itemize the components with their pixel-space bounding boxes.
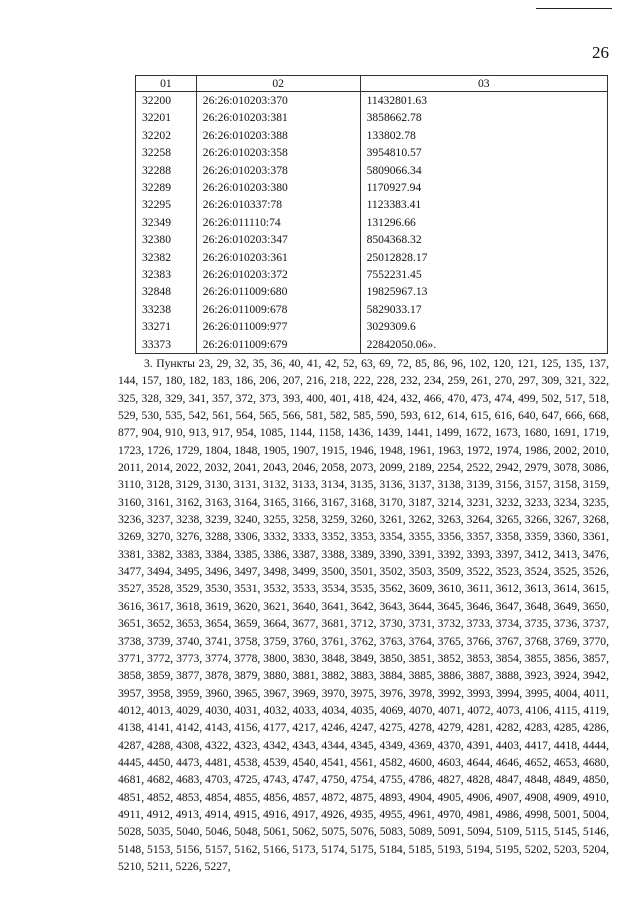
table-cell: 8504368.32 xyxy=(360,231,607,248)
table-row xyxy=(136,109,608,126)
table-row xyxy=(136,231,608,248)
table-cell: 32295 xyxy=(136,196,197,213)
table-cell: 33238 xyxy=(136,301,197,318)
top-rule xyxy=(536,8,612,9)
table-cell: 19825967.13 xyxy=(360,283,607,300)
column-header: 03 xyxy=(360,76,607,92)
table-cell: 32202 xyxy=(136,127,197,144)
table-cell: 25012828.17 xyxy=(360,249,607,266)
table-cell: 32258 xyxy=(136,144,197,161)
table-cell: 1170927.94 xyxy=(360,179,607,196)
page-number: 26 xyxy=(592,43,609,62)
table-cell: 32380 xyxy=(136,231,197,248)
table-cell: 26:26:010203:347 xyxy=(196,231,360,248)
table-cell: 26:26:011009:679 xyxy=(196,336,360,354)
table-header-row xyxy=(136,76,608,92)
table-row xyxy=(136,336,608,354)
table-row xyxy=(136,144,608,161)
data-table xyxy=(135,75,608,354)
table-cell: 32848 xyxy=(136,283,197,300)
table-row xyxy=(136,266,608,283)
table-cell: 32382 xyxy=(136,249,197,266)
table-row xyxy=(136,127,608,144)
table-cell: 11432801.63 xyxy=(360,92,607,110)
table-row xyxy=(136,162,608,179)
table-cell: 32289 xyxy=(136,179,197,196)
table-cell: 32349 xyxy=(136,214,197,231)
table-cell: 26:26:011009:977 xyxy=(196,318,360,335)
table-cell: 26:26:011009:678 xyxy=(196,301,360,318)
table-cell: 26:26:010203:388 xyxy=(196,127,360,144)
table-cell: 26:26:010203:358 xyxy=(196,144,360,161)
table-row xyxy=(136,179,608,196)
table-row xyxy=(136,214,608,231)
table-cell: 3029309.6 xyxy=(360,318,607,335)
table-cell: 26:26:010203:372 xyxy=(196,266,360,283)
table-cell: 5809066.34 xyxy=(360,162,607,179)
table-cell: 26:26:010203:370 xyxy=(196,92,360,110)
table-cell: 33373 xyxy=(136,336,197,354)
table-cell: 5829033.17 xyxy=(360,301,607,318)
table-cell: 26:26:010203:361 xyxy=(196,249,360,266)
body-paragraph: 3. Пункты 23, 29, 32, 35, 36, 40, 41, 42, 52, 63, 69, 72, 85, 86, 96, 102, 120, 121, 125, 135, 137, 144, 157, 180, 182, 183, 186, 206, 207, 216, 218, 222, 228, 232, 234, 259, 261, 270, 297, 309, 321, 322, 325, 328, 329, 341, 357, 372, 373, 393, 400, 401, 418, 424, 432, 466, 470, 473, 474, 499, 502, 517, 518, 529, 530, 535, 542, 561, 564, 565, 566, 581, 582, 585, 590, 593, 612, 614, 615, 616, 640, 647, 666, 668, 877, 904, 910, 913, 917, 954, 1085, 1144, 1158, 1436, 1439, 1441, 1499, 1672, 1673, 1680, 1691, 1719, 1723, 1726, 1729, 1804, 1848, 1905, 1907, 1915, 1946, 1948, 1961, 1963, 1972, 1974, 1986, 2002, 2010, 2011, 2014, 2022, 2032, 2041, 2043, 2046, 2058, 2073, 2099, 2189, 2254, 2522, 2942, 2979, 3078, 3086, 3110, 3128, 3129, 3130, 3131, 3132, 3133, 3134, 3135, 3136, 3137, 3138, 3139, 3156, 3157, 3158, 3159, 3160, 3161, 3162, 3163, 3164, 3165, 3166, 3167, 3168, 3170, 3187, 3214, 3231, 3232, 3233, 3234, 3235, 3236, 3237, 3238, 3239, 3240, 3255, 3258, 3259, 3260, 3261, 3262, 3263, 3264, 3265, 3266, 3267, 3268, 3269, 3270, 3276, 3288, 3306, 3332, 3333, 3352, 3353, 3354, 3355, 3356, 3357, 3358, 3359, 3360, 3361, 3381, 3382, 3383, 3384, 3385, 3386, 3387, 3388, 3389, 3390, 3391, 3392, 3393, 3397, 3412, 3413, 3476, 3477, 3494, 3495, 3496, 3497, 3498, 3499, 3500, 3501, 3502, 3503, 3509, 3522, 3523, 3524, 3525, 3526, 3527, 3528, 3529, 3530, 3531, 3532, 3533, 3534, 3535, 3562, 3609, 3610, 3611, 3612, 3613, 3614, 3615, 3616, 3617, 3618, 3619, 3620, 3621, 3640, 3641, 3642, 3643, 3644, 3645, 3646, 3647, 3648, 3649, 3650, 3651, 3652, 3653, 3654, 3659, 3664, 3677, 3681, 3712, 3730, 3731, 3732, 3733, 3734, 3735, 3736, 3737, 3738, 3739, 3740, 3741, 3758, 3759, 3760, 3761, 3762, 3763, 3764, 3765, 3766, 3767, 3768, 3769, 3770, 3771, 3772, 3773, 3774, 3778, 3800, 3830, 3848, 3849, 3850, 3851, 3852, 3853, 3854, 3855, 3856, 3857, 3858, 3859, 3877, 3878, 3879, 3880, 3881, 3882, 3883, 3884, 3885, 3886, 3887, 3888, 3923, 3924, 3942, 3957, 3958, 3959, 3960, 3965, 3967, 3969, 3970, 3975, 3976, 3978, 3992, 3993, 3994, 3995, 4004, 4011, 4012, 4013, 4029, 4030, 4031, 4032, 4033, 4034, 4035, 4069, 4070, 4071, 4072, 4073, 4106, 4115, 4119, 4138, 4141, 4142, 4143, 4156, 4177, 4217, 4246, 4247, 4275, 4278, 4279, 4281, 4282, 4283, 4285, 4286, 4287, 4288, 4308, 4322, 4323, 4342, 4343, 4344, 4345, 4349, 4369, 4370, 4391, 4403, 4417, 4418, 4444, 4445, 4450, 4473, 4481, 4538, 4539, 4540, 4541, 4561, 4582, 4600, 4603, 4644, 4646, 4652, 4653, 4680, 4681, 4682, 4683, 4703, 4725, 4743, 4747, 4750, 4754, 4755, 4786, 4827, 4828, 4847, 4848, 4849, 4850, 4851, 4852, 4853, 4854, 4855, 4856, 4857, 4872, 4875, 4893, 4904, 4905, 4906, 4907, 4908, 4909, 4910, 4911, 4912, 4913, 4914, 4915, 4916, 4917, 4926, 4935, 4955, 4961, 4970, 4981, 4986, 4998, 5001, 5004, 5028, 5035, 5040, 5046, 5048, 5061, 5062, 5075, 5076, 5083, 5089, 5091, 5094, 5109, 5115, 5145, 5146, 5148, 5153, 5156, 5157, 5162, 5166, 5173, 5174, 5175, 5184, 5185, 5193, 5194, 5195, 5202, 5203, 5204, 5210, 5211, 5226, 5227, xyxy=(118,357,609,873)
table-cell: 32201 xyxy=(136,109,197,126)
table-cell: 26:26:011009:680 xyxy=(196,283,360,300)
table-cell: 32383 xyxy=(136,266,197,283)
table-cell: 33271 xyxy=(136,318,197,335)
table-cell: 32200 xyxy=(136,92,197,110)
table-cell: 26:26:010203:380 xyxy=(196,179,360,196)
table-cell: 22842050.06». xyxy=(360,336,607,354)
table-cell: 133802.78 xyxy=(360,127,607,144)
table-row xyxy=(136,92,608,110)
table-cell: 26:26:010337:78 xyxy=(196,196,360,213)
table-row xyxy=(136,301,608,318)
table-cell: 26:26:010203:381 xyxy=(196,109,360,126)
table-cell: 26:26:010203:378 xyxy=(196,162,360,179)
table-row xyxy=(136,249,608,266)
table-cell: 32288 xyxy=(136,162,197,179)
column-header: 02 xyxy=(196,76,360,92)
table-cell: 131296.66 xyxy=(360,214,607,231)
table-cell: 3954810.57 xyxy=(360,144,607,161)
column-header: 01 xyxy=(136,76,197,92)
table-row xyxy=(136,196,608,213)
table-cell: 26:26:011110:74 xyxy=(196,214,360,231)
table-cell: 7552231.45 xyxy=(360,266,607,283)
table-cell: 3858662.78 xyxy=(360,109,607,126)
table-row xyxy=(136,283,608,300)
table-row xyxy=(136,318,608,335)
table-cell: 1123383.41 xyxy=(360,196,607,213)
